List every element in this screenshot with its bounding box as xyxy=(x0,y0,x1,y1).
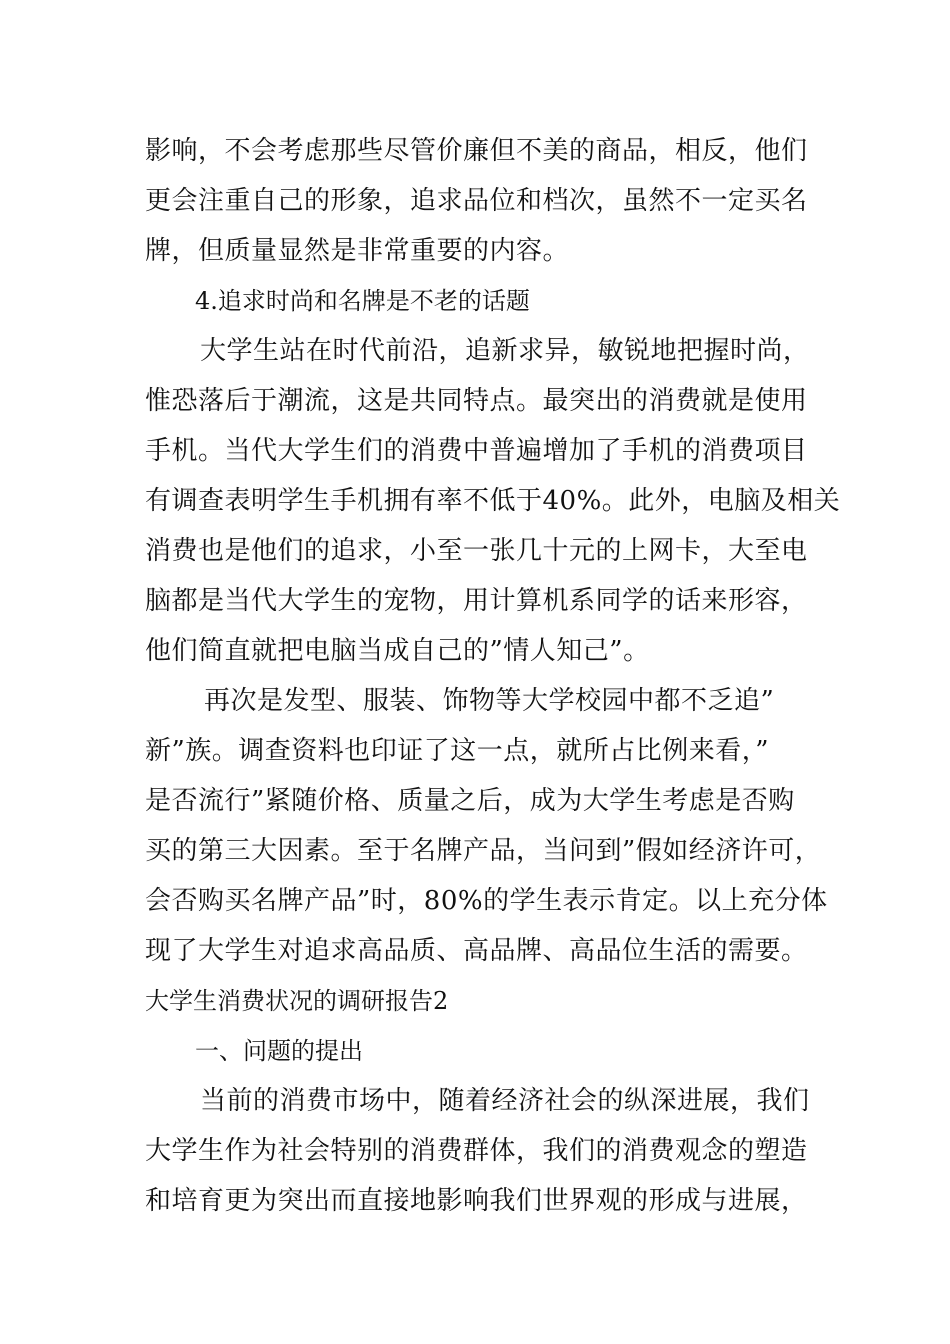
body-text-line: 他们简直就把电脑当成自己的”情人知己”。 xyxy=(145,636,650,666)
body-text-line: 买的第三大因素。至于名牌产品，当问到”假如经济许可， xyxy=(145,836,822,866)
body-text-line: 现了大学生对追求高品质、高品牌、高品位生活的需要。 xyxy=(145,936,808,966)
section-heading: 4.追求时尚和名牌是不老的话题 xyxy=(195,287,530,315)
body-text-line: 牌，但质量显然是非常重要的内容。 xyxy=(145,236,570,266)
body-text-line: 惟恐落后于潮流，这是共同特点。最突出的消费就是使用 xyxy=(145,386,808,416)
body-text-line: 大学生作为社会特别的消费群体，我们的消费观念的塑造 xyxy=(145,1136,808,1166)
section-heading: 一、问题的提出 xyxy=(195,1037,363,1065)
paragraph-start-line: 再次是发型、服装、饰物等大学校园中都不乏追” xyxy=(204,686,775,716)
body-text-line: 和培育更为突出而直接地影响我们世界观的形成与进展， xyxy=(145,1186,808,1216)
paragraph-start-line: 当前的消费市场中，随着经济社会的纵深进展，我们 xyxy=(200,1086,810,1116)
report-title: 大学生消费状况的调研报告2 xyxy=(145,987,449,1015)
body-text-line: 会否购买名牌产品”时，80%的学生表示肯定。以上充分体 xyxy=(145,886,828,916)
body-text-line: 是否流行”紧随价格、质量之后，成为大学生考虑是否购 xyxy=(145,786,795,816)
body-text-line: 消费也是他们的追求，小至一张几十元的上网卡，大至电 xyxy=(145,536,808,566)
body-text-line: 新”族。调查资料也印证了这一点，就所占比例来看，” xyxy=(145,736,770,766)
paragraph-start-line: 大学生站在时代前沿，追新求异，敏锐地把握时尚， xyxy=(200,336,810,366)
body-text-line: 脑都是当代大学生的宠物，用计算机系同学的话来形容， xyxy=(145,586,808,616)
body-text-line: 有调查表明学生手机拥有率不低于40%。此外，电脑及相关 xyxy=(145,486,841,516)
body-text-line: 更会注重自己的形象，追求品位和档次，虽然不一定买名 xyxy=(145,186,808,216)
body-text-line: 手机。当代大学生们的消费中普遍增加了手机的消费项目 xyxy=(145,436,808,466)
body-text-line: 影响，不会考虑那些尽管价廉但不美的商品，相反，他们 xyxy=(145,136,808,166)
